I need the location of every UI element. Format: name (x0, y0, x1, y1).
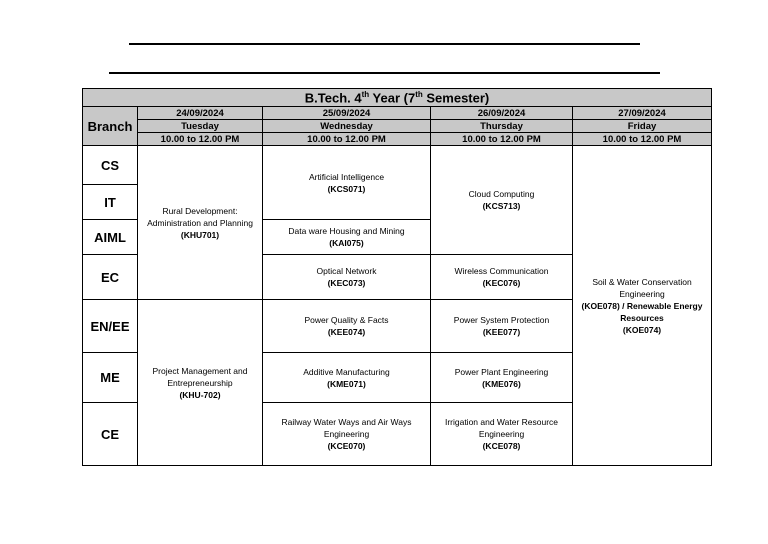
day-header: Tuesday (138, 120, 263, 133)
exam-cell-irrigation: Irrigation and Water Resource Engineering (KCE078) (431, 403, 573, 466)
exam-cell-artificial-intelligence: Artificial Intelligence (KCS071) (263, 146, 431, 220)
exam-cell-optical-network: Optical Network (KEC073) (263, 255, 431, 300)
exam-cell-project-management: Project Management and Entrepreneurship (KHU-702) (138, 300, 263, 466)
branch-it: IT (83, 185, 138, 220)
time-header: 10.00 to 12.00 PM (573, 133, 712, 146)
exam-cell-soil-water-conservation: Soil & Water Conservation Engineering (KOE078) / Renewable Energy Resources (KOE074) (573, 146, 712, 466)
day-header: Wednesday (263, 120, 431, 133)
date-header: 26/09/2024 (431, 107, 573, 120)
exam-cell-cloud-computing: Cloud Computing (KCS713) (431, 146, 573, 255)
exam-cell-power-system-protection: Power System Protection (KEE077) (431, 300, 573, 353)
branch-ce: CE (83, 403, 138, 466)
branch-en-ee: EN/EE (83, 300, 138, 353)
branch-ec: EC (83, 255, 138, 300)
day-header: Thursday (431, 120, 573, 133)
date-header: 25/09/2024 (263, 107, 431, 120)
branch-cs: CS (83, 146, 138, 185)
exam-cell-power-quality: Power Quality & Facts (KEE074) (263, 300, 431, 353)
blank-line-2 (109, 72, 660, 74)
time-header: 10.00 to 12.00 PM (138, 133, 263, 146)
timetable-title: B.Tech. 4th Year (7th Semester) (83, 89, 712, 107)
exam-cell-additive-manufacturing: Additive Manufacturing (KME071) (263, 353, 431, 403)
exam-cell-railway-waterways: Railway Water Ways and Air Ways Engineering (KCE070) (263, 403, 431, 466)
date-header: 24/09/2024 (138, 107, 263, 120)
time-header: 10.00 to 12.00 PM (263, 133, 431, 146)
exam-cell-power-plant-engineering: Power Plant Engineering (KME076) (431, 353, 573, 403)
exam-cell-data-warehousing: Data ware Housing and Mining (KAI075) (263, 220, 431, 255)
day-header: Friday (573, 120, 712, 133)
branch-aiml: AIML (83, 220, 138, 255)
branch-header: Branch (83, 107, 138, 146)
branch-me: ME (83, 353, 138, 403)
date-header: 27/09/2024 (573, 107, 712, 120)
exam-cell-wireless-communication: Wireless Communication (KEC076) (431, 255, 573, 300)
exam-cell-rural-development: Rural Development: Administration and Planning (KHU701) (138, 146, 263, 300)
exam-timetable (82, 88, 712, 466)
time-header: 10.00 to 12.00 PM (431, 133, 573, 146)
blank-line-1 (129, 43, 640, 45)
